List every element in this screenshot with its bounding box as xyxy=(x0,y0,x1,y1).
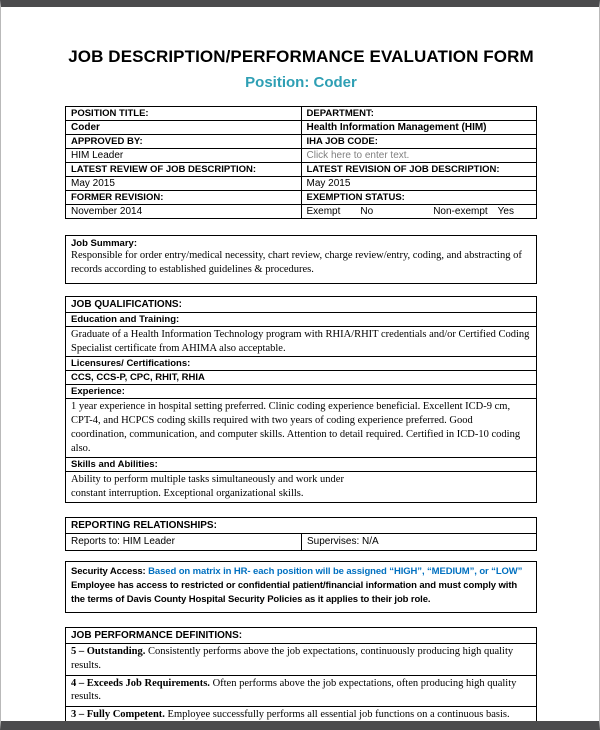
label-approved-by: APPROVED BY: xyxy=(66,135,302,149)
table-row xyxy=(66,163,537,177)
exemption-status-value xyxy=(301,205,537,219)
licensures-label: Licensures/ Certifications: xyxy=(66,357,536,371)
text-entry-placeholder[interactable]: Click here to enter text. xyxy=(306,150,410,161)
table-row xyxy=(66,107,537,121)
value-former-revision: November 2014 xyxy=(66,205,302,219)
security-access-label: Security Access: xyxy=(71,565,146,577)
value-latest-review: May 2015 xyxy=(66,177,302,191)
skills-abilities-label: Skills and Abilities: xyxy=(66,458,536,472)
security-access-text xyxy=(71,565,529,608)
table-row xyxy=(66,205,537,219)
table-row xyxy=(66,149,537,163)
value-latest-revision: May 2015 xyxy=(301,177,537,191)
definition-outstanding-lead: 5 – Outstanding. xyxy=(71,646,146,658)
position-info-table xyxy=(65,106,537,219)
skills-abilities-line2: constant interruption. Exceptional organizational skills. xyxy=(71,487,304,499)
experience-text: 1 year experience in hospital setting preferred. Clinic coding experience beneficial. Excellent ICD-9 cm, CPT-4, and HCPCS coding skills required with two years of coding experience preferred. Good coordination, communication, and computer skills. Attention to detail required. Certified in ICD-10 coding also. xyxy=(66,399,536,457)
definition-outstanding xyxy=(66,644,536,675)
definition-competent xyxy=(66,707,536,724)
definition-competent-lead: 3 – Fully Competent. xyxy=(71,708,165,720)
label-position-title: POSITION TITLE: xyxy=(66,107,302,121)
table-row xyxy=(66,191,537,205)
job-summary-section xyxy=(65,235,537,284)
job-qualifications-section xyxy=(65,296,537,503)
value-department: Health Information Management (HIM) xyxy=(301,121,537,135)
definition-exceeds-lead: 4 – Exceeds Job Requirements. xyxy=(71,677,210,689)
job-summary-label: Job Summary: xyxy=(71,238,137,249)
iha-job-code-field[interactable] xyxy=(301,149,537,163)
label-latest-revision: LATEST REVISION OF JOB DESCRIPTION: xyxy=(301,163,537,177)
reporting-row xyxy=(66,534,536,550)
experience-label: Experience: xyxy=(66,385,536,399)
skills-abilities-line1: Ability to perform multiple tasks simultaneously and work under xyxy=(71,473,344,485)
job-summary-text: Responsible for order entry/medical necessity, chart review, charge review/entry, coding, and abstracting of records according to established guidelines & procedures. xyxy=(71,250,522,275)
document-content xyxy=(1,7,599,725)
performance-definitions-header: JOB PERFORMANCE DEFINITIONS: xyxy=(66,628,536,644)
label-iha-job-code: IHA JOB CODE: xyxy=(301,135,537,149)
exempt-label: Exempt xyxy=(306,206,341,217)
job-qualifications-header: JOB QUALIFICATIONS: xyxy=(66,297,536,313)
security-access-section xyxy=(65,561,537,614)
definition-exceeds-text: Often performs above the job expectations, often producing high quality results. xyxy=(71,677,517,703)
exempt-value: No xyxy=(360,206,374,217)
definition-exceeds xyxy=(66,676,536,707)
value-approved-by: HIM Leader xyxy=(66,149,302,163)
label-exemption-status: EXEMPTION STATUS: xyxy=(301,191,537,205)
label-former-revision: FORMER REVISION: xyxy=(66,191,302,205)
value-position-title: Coder xyxy=(66,121,302,135)
security-access-body: Employee has access to restricted or confidential patient/financial information and must comply with the terms of Davis County Hospital Security Policies as it applies to their job role. xyxy=(71,579,518,606)
performance-definitions-section xyxy=(65,627,537,724)
supervises-value: Supervises: N/A xyxy=(301,534,536,550)
page-title: JOB DESCRIPTION/PERFORMANCE EVALUATION FORM xyxy=(68,47,534,66)
licensures-text: CCS, CCS-P, CPC, RHIT, RHIA xyxy=(66,371,536,385)
skills-abilities-text xyxy=(66,472,536,502)
education-training-text: Graduate of a Health Information Technology program with RHIA/RHIT credentials and/or Certified Coding Specialist certificate from AHIMA also acceptable. xyxy=(66,327,536,358)
label-latest-review: LATEST REVIEW OF JOB DESCRIPTION: xyxy=(66,163,302,177)
definition-competent-text: Employee successfully performs all essential job functions on a continuous basis. xyxy=(167,708,510,720)
table-row xyxy=(66,135,537,149)
security-access-policy: Based on matrix in HR- each position will be assigned “HIGH”, “MEDIUM”, or “LOW” xyxy=(148,565,523,577)
definition-outstanding-text: Consistently performs above the job expectations, continuously producing high quality results. xyxy=(71,646,514,671)
table-row xyxy=(66,121,537,135)
table-row xyxy=(66,177,537,191)
nonexempt-value: Yes xyxy=(497,206,514,217)
reporting-relationships-header: REPORTING RELATIONSHIPS: xyxy=(66,518,536,534)
label-department: DEPARTMENT: xyxy=(301,107,537,121)
page-subtitle: Position: Coder xyxy=(245,74,357,91)
nonexempt-label: Non-exempt xyxy=(433,206,488,217)
reports-to-value: Reports to: HIM Leader xyxy=(71,535,175,547)
education-training-label: Education and Training: xyxy=(66,313,536,327)
reporting-relationships-section xyxy=(65,517,537,551)
